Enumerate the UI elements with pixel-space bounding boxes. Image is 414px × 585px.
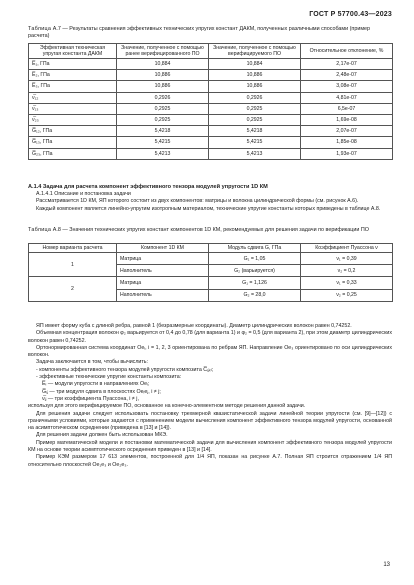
table-cell: 3,08e-07 — [301, 81, 393, 92]
table-a8-header-cell: Номер варианта расчета — [29, 244, 117, 253]
table-a8-caption — [28, 227, 392, 234]
table-row — [29, 59, 393, 70]
table-a8 — [28, 243, 393, 302]
table-row — [29, 70, 393, 81]
table-a8-header-cell: Компонент 1D КМ — [117, 244, 209, 253]
page-number: 13 — [383, 562, 390, 568]
table-a7-header-cell: Относительное отклонение, % — [301, 44, 393, 59]
table-a7-header-cell: Значение, полученное с помощью верифицируемого ПО — [209, 44, 301, 59]
paragraph: Пример математической модели и постановки математической задачи для вычисления компонент эффективного тензора модулей упругости КМ на основе теории асимптотического осреднения приведен в [13] и [14]. — [28, 439, 392, 454]
table-row — [29, 103, 393, 114]
table-cell: ν₂ = 0,2 — [301, 265, 393, 277]
body-text — [28, 323, 392, 469]
table-cell: ν₁ = 0,39 — [301, 253, 393, 265]
table-cell: G₂ (варьируется) — [209, 265, 301, 277]
variant-number-cell: 2 — [29, 277, 117, 301]
table-cell: 10,886 — [209, 81, 301, 92]
table-a7-header-cell: Значение, полученное с помощью ранее верифицированного ПО — [117, 44, 209, 59]
list-item: - эффективные технические упругие константы композита: — [36, 374, 182, 381]
table-cell: 0,2925 — [117, 103, 209, 114]
table-cell: 0,2925 — [117, 114, 209, 125]
table-row — [29, 92, 393, 103]
table-cell: E̅₃, ГПа — [29, 81, 117, 92]
variant-number-cell: 1 — [29, 253, 117, 277]
table-row — [29, 277, 393, 289]
table-cell: Матрица — [117, 253, 209, 265]
table-cell: 5,4213 — [209, 148, 301, 159]
table-cell: 10,884 — [209, 59, 301, 70]
table-cell: 5,4213 — [117, 148, 209, 159]
table-a8-caption-label: Таблица — [28, 227, 52, 233]
table-cell: 4,81e-07 — [301, 92, 393, 103]
table-cell: 0,2926 — [117, 92, 209, 103]
table-a8-caption-text: А.8 — Значения технических упругих констант компонентов 1D КМ, рекомендуемых для решения задачи по верификации ПО — [52, 227, 369, 233]
table-cell: G̅₁₂, ГПа — [29, 126, 117, 137]
paragraph: ЯП имеет форму куба с длиной ребра, равной 1 (безразмерные координаты). Диаметр цилиндрических волокон равен 0,74252. — [36, 323, 352, 329]
table-cell: ν̅₂₃ — [29, 114, 117, 125]
table-cell: G₁ = 1,126 — [209, 277, 301, 289]
table-cell: G₂ = 28,0 — [209, 289, 301, 301]
table-cell: E̅₂, ГПа — [29, 70, 117, 81]
table-cell: 1,93e-07 — [301, 148, 393, 159]
paragraph: Задача заключается в том, чтобы вычислить: — [36, 359, 149, 366]
table-a7 — [28, 43, 393, 160]
table-cell: 0,2925 — [209, 103, 301, 114]
paragraph: используя для этого верифицируемое ПО, основанное на конечно-элементном методе решения данной задачи. — [28, 403, 306, 410]
list-item: ν̅ᵢⱼ — три коэффициента Пуассона, i ≠ j, — [42, 395, 139, 402]
table-row — [29, 81, 393, 92]
paragraph: Для решения задачи следует использовать постановку трехмерной квазистатической задачи линейной теории упругости (см. [9]—[12]) с граничными условиями, которые задаются с применением модели вычисления компонент эффективного тензора модулей упругости, основанной на асимптотическом осреднении (приведена в [13] и [14]). — [28, 410, 392, 432]
table-cell: ν̅₁₂ — [29, 92, 117, 103]
table-cell: 5,4215 — [209, 137, 301, 148]
table-cell: E̅₁, ГПа — [29, 59, 117, 70]
table-cell: 10,886 — [117, 70, 209, 81]
list-item: G̅ᵢⱼ — три модуля сдвига в плоскостях Oeᵢeⱼ, i ≠ j; — [42, 388, 161, 395]
table-row — [29, 114, 393, 125]
table-row — [29, 126, 393, 137]
table-a7-header-row — [29, 44, 393, 59]
table-a7-caption-label: Таблица — [28, 26, 52, 32]
paragraph: Рассматривается 1D КМ, ЯП которого состоит из двух компонентов: матрицы и волокна цилиндрической формы (см. рисунок А.6). — [36, 198, 359, 205]
table-cell: G̅₁₃, ГПа — [29, 137, 117, 148]
paragraph: Ортонормированная система координат Oeᵢ, i = 1, 2, 3 ориентирована по ребрам ЯП. Направление Oe₃ ориентировано по оси цилиндрических волокон. — [28, 344, 392, 359]
table-a7-header-cell: Эффективная техническая упругая константа ДАКМ — [29, 44, 117, 59]
table-cell: 6,5e-07 — [301, 103, 393, 114]
table-cell: ν₁ = 0,33 — [301, 277, 393, 289]
table-cell: 10,886 — [117, 81, 209, 92]
standard-header: ГОСТ Р 57700.43—2023 — [309, 11, 392, 18]
paragraph: Каждый компонент является линейно-упругим изотропным материалом, технические упругие константы которых приведены в таблице А.8. — [36, 205, 381, 212]
table-a7-caption-text: А.7 — Результаты сравнения эффективных технических упругих констант ДАКМ, полученных различными способами (пример расчета) — [28, 26, 371, 39]
subsection-title: А.1.4.1 Описание и постановка задачи — [36, 191, 131, 197]
paragraph: Объемная концентрация волокон φ₂ варьируется от 0,4 до 0,78 (для варианта 1) и φ₂ = 0,5 (для варианта 2), при этом диаметр цилиндрических волокон равен 0,74252. — [28, 330, 392, 344]
table-a7-caption — [28, 26, 392, 40]
table-cell: Наполнитель — [117, 289, 209, 301]
table-cell: 2,07e-07 — [301, 126, 393, 137]
table-a8-header-row — [29, 244, 393, 253]
list-item: E̅ᵢ — модули упругости в направлениях Oeᵢ; — [42, 381, 150, 388]
table-cell: G̅₂₃, ГПа — [29, 148, 117, 159]
table-cell: 2,48e-07 — [301, 70, 393, 81]
table-cell: 0,2925 — [209, 114, 301, 125]
table-cell: 1,85e-08 — [301, 137, 393, 148]
table-cell: 5,4218 — [117, 126, 209, 137]
table-cell: 5,4215 — [117, 137, 209, 148]
table-cell: 2,17e-07 — [301, 59, 393, 70]
table-cell: ν₂ = 0,25 — [301, 289, 393, 301]
table-row — [29, 148, 393, 159]
table-row — [29, 137, 393, 148]
paragraph: Пример КЭМ размером 17 613 элементов, построенной для 1/4 ЯП, показан на рисунке А.7. Полная ЯП строится отражением 1/4 ЯП относительно плоскостей Oe₁e₃ и Oe₂e₃. — [28, 454, 392, 468]
paragraph: Для решения задачи должен быть использован МКЭ. — [36, 432, 168, 439]
table-a8-header-cell: Модуль сдвига G, ГПа — [209, 244, 301, 253]
list-item: - компоненты эффективного тензора модулей упругости композита C̅ᵢⱼₖₗ; — [36, 366, 214, 373]
table-cell: 5,4218 — [209, 126, 301, 137]
table-cell: Наполнитель — [117, 265, 209, 277]
table-a8-header-cell: Коэффициент Пуассона ν — [301, 244, 393, 253]
table-cell: ν̅₁₃ — [29, 103, 117, 114]
table-cell: Матрица — [117, 277, 209, 289]
table-cell: G₁ = 1,05 — [209, 253, 301, 265]
table-cell: 1,69e-08 — [301, 114, 393, 125]
table-cell: 10,884 — [117, 59, 209, 70]
table-row — [29, 253, 393, 265]
section-heading-a14: А.1.4 Задача для расчета компонент эффективного тензора модулей упругости 1D КМ — [28, 184, 268, 190]
table-cell: 10,886 — [209, 70, 301, 81]
section-a14-text — [28, 191, 392, 213]
table-cell: 0,2926 — [209, 92, 301, 103]
